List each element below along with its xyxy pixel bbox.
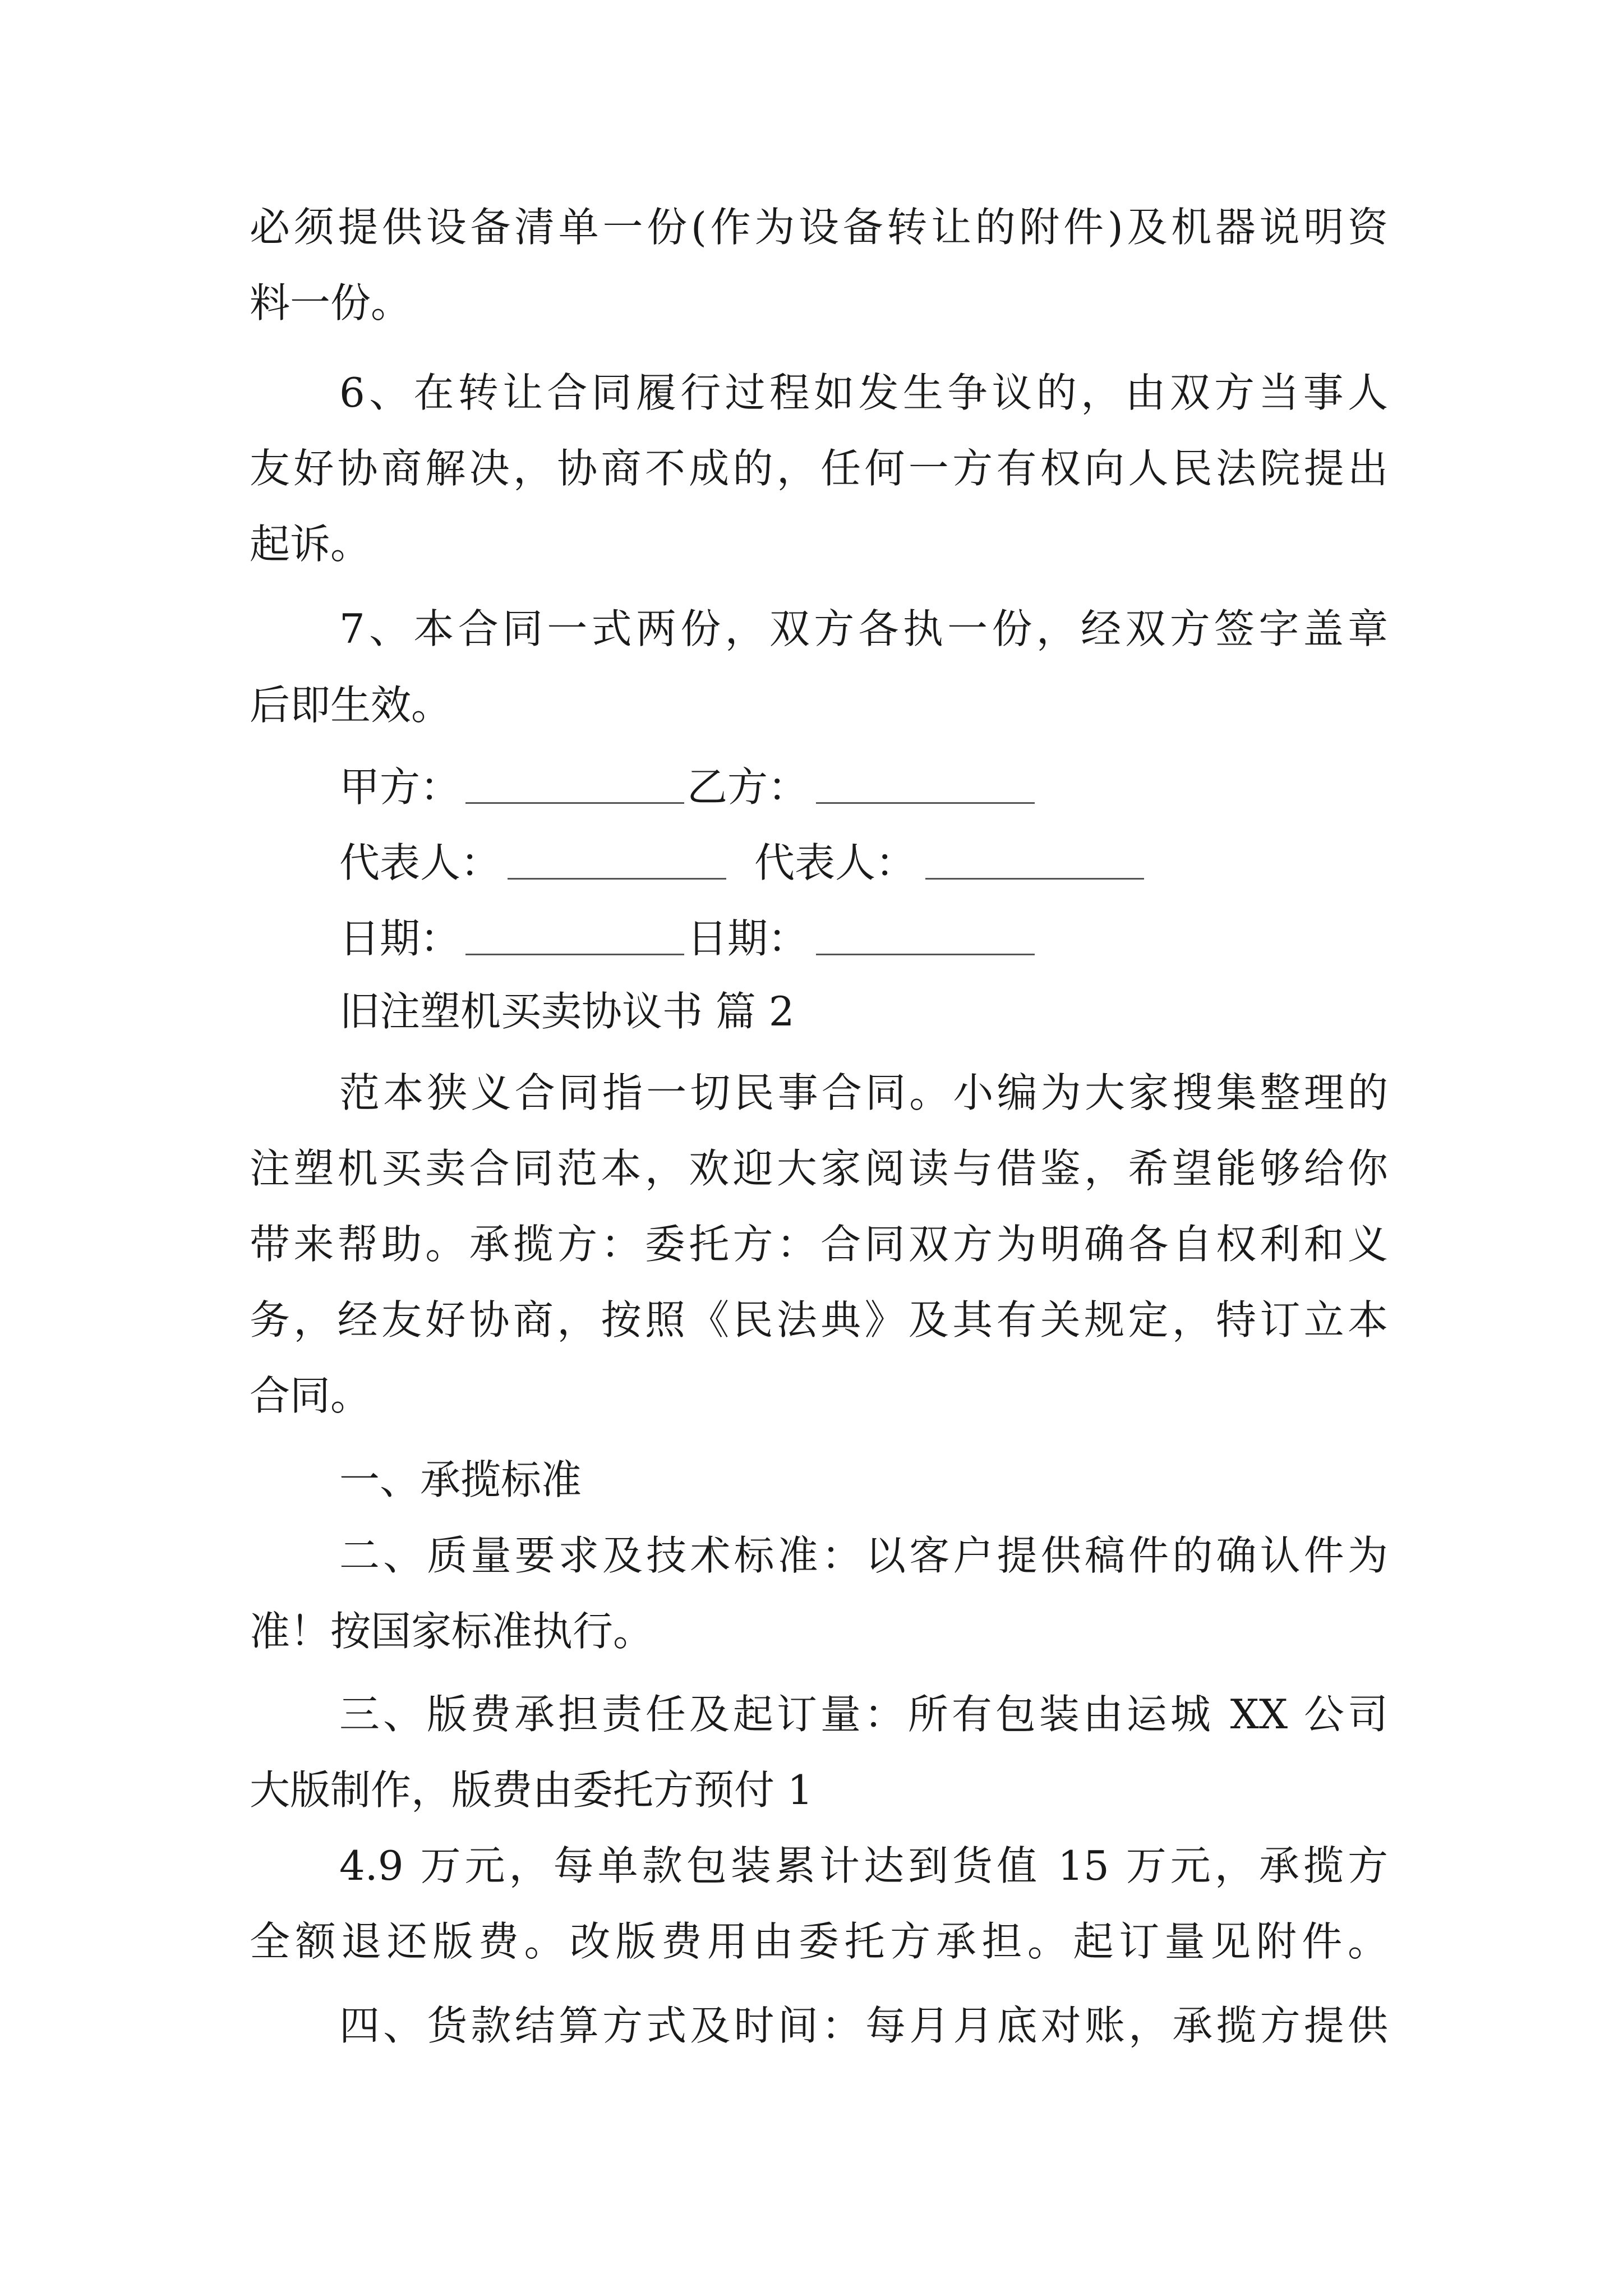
- clause-heading: 一、承揽标准: [339, 1456, 582, 1503]
- paragraph-line: 4.9 万元，每单款包装累计达到货值 15 万元，承揽方: [339, 1842, 1388, 1889]
- paragraph-line: 范本狭义合同指一切民事合同。小编为大家搜集整理的: [339, 1069, 1388, 1116]
- paragraph-line: 起诉。: [250, 521, 371, 568]
- paragraph-line: 务，经友好协商，按照《民法典》及其有关规定，特订立本: [250, 1296, 1388, 1343]
- date-a-blank: [465, 954, 684, 955]
- party-b-label: 乙方：: [687, 763, 809, 811]
- rep-b-blank: [925, 878, 1144, 880]
- paragraph-line: 6、在转让合同履行过程如发生争议的，由双方当事人: [339, 369, 1388, 416]
- rep-a-blank: [508, 878, 726, 880]
- rep-b-label: 代表人：: [754, 839, 916, 886]
- paragraph-line: 全额退还版费。改版费用由委托方承担。起订量见附件。: [250, 1918, 1388, 1965]
- date-b-label: 日期：: [687, 915, 809, 962]
- rep-a-label: 代表人：: [339, 839, 501, 886]
- paragraph-line: 带来帮助。承揽方：委托方：合同双方为明确各自权利和义: [250, 1221, 1388, 1268]
- paragraph-line: 7、本合同一式两份，双方各执一份，经双方签字盖章: [339, 605, 1388, 652]
- party-b-blank: [816, 802, 1035, 804]
- paragraph-line: 二、质量要求及技术标准：以客户提供稿件的确认件为: [339, 1532, 1388, 1579]
- party-a-label: 甲方：: [339, 763, 461, 811]
- section-title: 旧注塑机买卖协议书 篇 2: [339, 988, 795, 1035]
- paragraph-line: 三、版费承担责任及起订量：所有包装由运城 XX 公司: [339, 1691, 1388, 1738]
- party-a-blank: [465, 802, 684, 804]
- date-a-label: 日期：: [339, 915, 461, 962]
- paragraph-line: 必须提供设备清单一份(作为设备转让的附件)及机器说明资: [250, 204, 1388, 251]
- paragraph-line: 后即生效。: [250, 682, 452, 729]
- paragraph-line: 大版制作，版费由委托方预付 1: [250, 1766, 813, 1814]
- paragraph-line: 四、货款结算方式及时间：每月月底对账，承揽方提供: [339, 2002, 1388, 2049]
- paragraph-line: 合同。: [250, 1372, 371, 1419]
- date-b-blank: [816, 954, 1035, 955]
- paragraph-line: 准！按国家标准执行。: [250, 1608, 654, 1655]
- paragraph-line: 注塑机买卖合同范本，欢迎大家阅读与借鉴，希望能够给你: [250, 1145, 1388, 1192]
- paragraph-line: 料一份。: [250, 279, 412, 326]
- paragraph-line: 友好协商解决，协商不成的，任何一方有权向人民法院提出: [250, 445, 1388, 492]
